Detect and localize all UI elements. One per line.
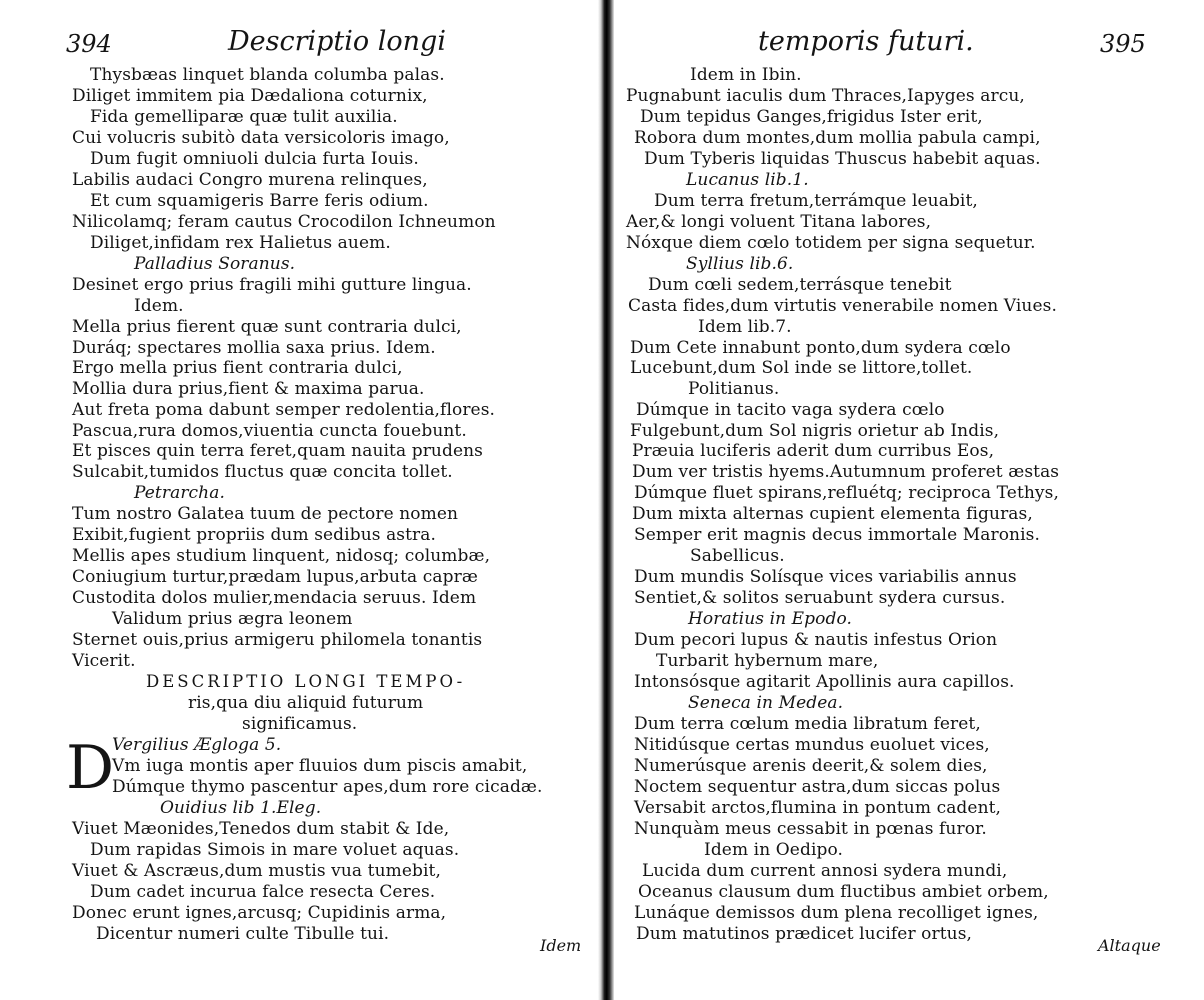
text-line: Lunáque demissos dum plena recolliget ignes,	[634, 903, 1039, 923]
text-line: Casta fides,dum virtutis venerabile nomen Viues.	[628, 296, 1057, 316]
text-line: Ouidius lib 1.Eleg.	[160, 798, 322, 818]
text-line: Nóxque diem cœlo totidem per signa sequetur.	[626, 233, 1036, 253]
text-line: Dum pecori lupus & nautis infestus Orion	[634, 630, 998, 650]
text-line: Mella prius fierent quæ sunt contraria dulci,	[72, 317, 462, 337]
text-line: Robora dum montes,dum mollia pabula campi,	[634, 128, 1041, 148]
text-line: Horatius in Epodo.	[688, 609, 853, 629]
catchword: Altaque	[1098, 936, 1161, 955]
text-line: Vergilius Ægloga 5.	[112, 735, 282, 755]
text-line: Petrarcha.	[134, 483, 225, 503]
text-line: Aer,& longi voluent Titana labores,	[626, 212, 932, 232]
text-line: Duráq; spectares mollia saxa prius. Idem.	[72, 338, 436, 358]
text-line: Lucida dum current annosi sydera mundi,	[642, 861, 1008, 881]
text-line: Pugnabunt iaculis dum Thraces,Iapyges arcu,	[626, 86, 1025, 106]
text-line: Vm iuga montis aper fluuios dum piscis amabit,	[112, 756, 528, 776]
text-line: Mollia dura prius,fient & maxima parua.	[72, 379, 425, 399]
text-line: Sentiet,& solitos seruabunt sydera cursus.	[634, 588, 1006, 608]
text-line: DESCRIPTIO LONGI TEMPO-	[146, 672, 466, 691]
text-line: Dum tepidus Ganges,frigidus Ister erit,	[640, 107, 983, 127]
text-line: Dum ver tristis hyems.Autumnum proferet æstas	[632, 462, 1060, 482]
drop-cap: D	[66, 733, 115, 803]
text-line: Cui volucris subitò data versicoloris imago,	[72, 128, 450, 148]
text-line: Sulcabit,tumidos fluctus quæ concita tollet.	[72, 462, 453, 482]
text-line: Fida gemelliparæ quæ tulit auxilia.	[90, 107, 398, 127]
text-line: Custodita dolos mulier,mendacia seruus. Idem	[72, 588, 477, 608]
text-line: Thysbæas linquet blanda columba palas.	[90, 65, 445, 85]
text-line: Dum Tyberis liquidas Thuscus habebit aquas.	[644, 149, 1041, 169]
text-line: Desinet ergo prius fragili mihi gutture lingua.	[72, 275, 472, 295]
text-line: Numerúsque arenis deerit,& solem dies,	[634, 756, 988, 776]
text-line: Dum Cete innabunt ponto,dum sydera cœlo	[630, 338, 1011, 358]
text-line: Præuia luciferis aderit dum curribus Eos,	[632, 441, 995, 461]
text-line: Diliget,infidam rex Halietus auem.	[90, 233, 391, 253]
text-line: Politianus.	[688, 379, 780, 399]
text-line: Lucanus lib.1.	[686, 170, 809, 190]
text-line: Sabellicus.	[690, 546, 785, 566]
text-line: Diliget immitem pia Dædaliona coturnix,	[72, 86, 428, 106]
text-line: Idem lib.7.	[698, 317, 792, 337]
text-line: Donec erunt ignes,arcusq; Cupidinis arma,	[72, 903, 447, 923]
text-line: Labilis audaci Congro murena relinques,	[72, 170, 428, 190]
text-line: Dúmque fluet spirans,refluétq; reciproca Tethys,	[634, 483, 1059, 503]
page-number: 395	[1100, 30, 1146, 58]
text-line: ris,qua diu aliquid futurum	[188, 693, 424, 713]
text-line: Idem in Ibin.	[690, 65, 802, 85]
text-line: Palladius Soranus.	[134, 254, 296, 274]
text-line: Semper erit magnis decus immortale Maronis.	[634, 525, 1040, 545]
catchword: Idem	[540, 936, 582, 955]
text-line: Viuet & Ascræus,dum mustis vua tumebit,	[72, 861, 441, 881]
text-line: Viuet Mæonides,Tenedos dum stabit & Ide,	[72, 819, 450, 839]
text-line: Nitidúsque certas mundus euoluet vices,	[634, 735, 990, 755]
page-number: 394	[66, 30, 112, 58]
text-line: Noctem sequentur astra,dum siccas polus	[634, 777, 1001, 797]
text-line: Dum rapidas Simois in mare voluet aquas.	[90, 840, 460, 860]
text-line: Validum prius ægra leonem	[112, 609, 353, 629]
text-line: Exibit,fugient propriis dum sedibus astra.	[72, 525, 437, 545]
left-page	[0, 0, 598, 1000]
text-line: Dum cadet incurua falce resecta Ceres.	[90, 882, 436, 902]
text-line: Nilicolamq; feram cautus Crocodilon Ichneumon	[72, 212, 496, 232]
text-line: Et cum squamigeris Barre feris odium.	[90, 191, 429, 211]
text-line: Dúmque thymo pascentur apes,dum rore cicadæ.	[112, 777, 543, 797]
text-line: Dicentur numeri culte Tibulle tui.	[96, 924, 390, 944]
text-line: Turbarit hybernum mare,	[656, 651, 879, 671]
text-line: Intonsósque agitarit Apollinis aura capillos.	[634, 672, 1015, 692]
text-line: Dum matutinos prædicet lucifer ortus,	[636, 924, 973, 944]
text-line: Nunquàm meus cessabit in pœnas furor.	[634, 819, 987, 839]
text-line: Ergo mella prius fient contraria dulci,	[72, 358, 403, 378]
text-line: Fulgebunt,dum Sol nigris orietur ab Indis,	[630, 421, 1000, 441]
text-line: Coniugium turtur,prædam lupus,arbuta capræ	[72, 567, 478, 587]
text-line: Et pisces quin terra feret,quam nauita prudens	[72, 441, 483, 461]
running-head: temporis futuri.	[758, 26, 974, 57]
text-line: Sternet ouis,prius armigeru philomela tonantis	[72, 630, 483, 650]
text-line: Tum nostro Galatea tuum de pectore nomen	[72, 504, 459, 524]
text-line: Dum mundis Solísque vices variabilis annus	[634, 567, 1017, 587]
running-head: Descriptio longi	[228, 26, 446, 57]
text-line: Syllius lib.6.	[686, 254, 794, 274]
text-line: Vicerit.	[72, 651, 136, 671]
text-line: Dum mixta alternas cupient elementa figuras,	[632, 504, 1033, 524]
text-line: Oceanus clausum dum fluctibus ambiet orbem,	[638, 882, 1049, 902]
text-line: Dúmque in tacito vaga sydera cœlo	[636, 400, 945, 420]
text-line: Dum cœli sedem,terrásque tenebit	[648, 275, 952, 295]
text-line: Dum terra fretum,terrámque leuabit,	[654, 191, 978, 211]
text-line: Versabit arctos,flumina in pontum cadent,	[634, 798, 1002, 818]
right-page	[612, 0, 1204, 1000]
text-line: Idem.	[134, 296, 184, 316]
text-line: significamus.	[242, 714, 358, 734]
text-line: Aut freta poma dabunt semper redolentia,flores.	[72, 400, 496, 420]
text-line: Seneca in Medea.	[688, 693, 844, 713]
text-line: Lucebunt,dum Sol inde se littore,tollet.	[630, 358, 973, 378]
text-line: Mellis apes studium linquent, nidosq; columbæ,	[72, 546, 491, 566]
text-line: Pascua,rura domos,viuentia cuncta fouebunt.	[72, 421, 467, 441]
text-line: Idem in Oedipo.	[704, 840, 844, 860]
text-line: Dum fugit omniuoli dulcia furta Iouis.	[90, 149, 419, 169]
text-line: Dum terra cœlum media libratum feret,	[634, 714, 981, 734]
